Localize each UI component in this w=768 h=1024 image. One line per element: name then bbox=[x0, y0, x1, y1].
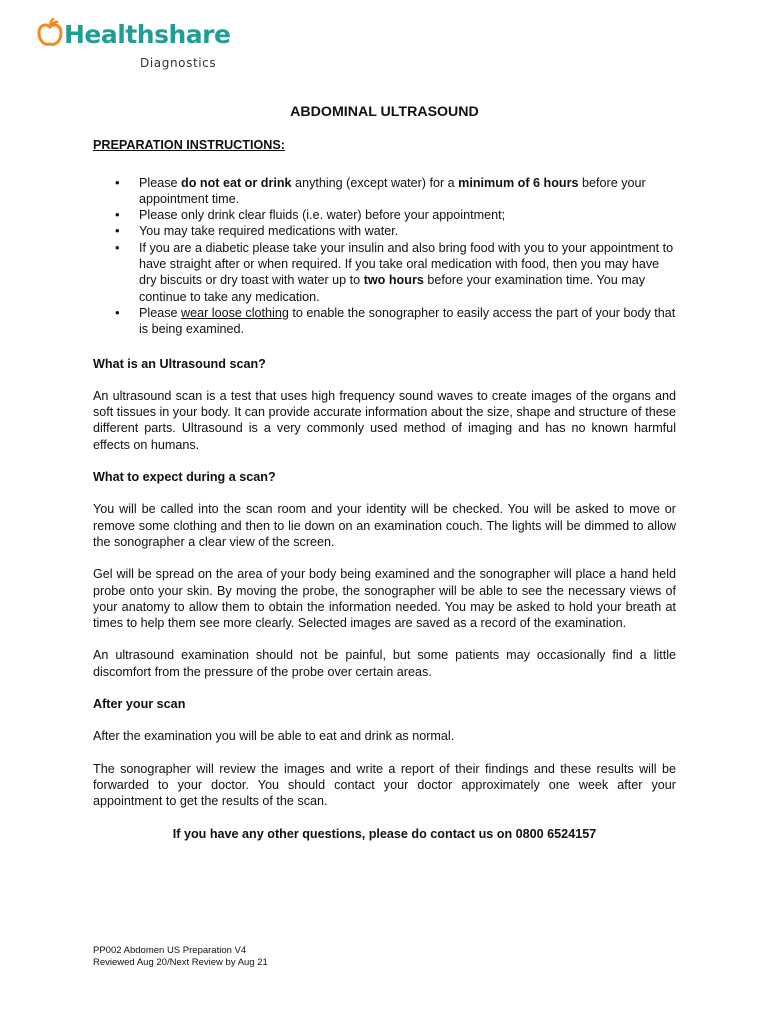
healthshare-logo bbox=[36, 14, 236, 74]
section-heading-what-to-expect: What to expect during a scan? bbox=[93, 470, 276, 485]
footer-review-date: Reviewed Aug 20/Next Review by Aug 21 bbox=[93, 956, 268, 968]
paragraph: After the examination you will be able to eat and drink as normal. bbox=[93, 729, 455, 744]
preparation-list bbox=[93, 175, 676, 338]
paragraph: An ultrasound scan is a test that uses high frequency sound waves to create images of the organs and soft tissues in your body. It can provide accurate information about the size, shape and structure of these different parts. Ultrasound is a very commonly used method of imaging and has no known harmful effects on humans. bbox=[93, 388, 676, 452]
list-item: • Please only drink clear fluids (i.e. water) before your appointment; bbox=[139, 207, 676, 223]
section-heading-what-is: What is an Ultrasound scan? bbox=[93, 356, 266, 371]
paragraph: An ultrasound examination should not be painful, but some patients may occasionally find a little discomfort from the pressure of the probe over certain areas. bbox=[93, 648, 676, 679]
list-item: • You may take required medications with water. bbox=[139, 223, 676, 239]
list-item: • Please wear loose clothing to enable the sonographer to easily access the part of your body that is being examined. bbox=[139, 305, 676, 338]
contact-line: If you have any other questions, please do contact us on 0800 6524157 bbox=[172, 826, 597, 841]
paragraph: The sonographer will review the images and write a report of their findings and these results will be forwarded to your doctor. You should contact your doctor approximately one week after your appointment to get the results of the scan. bbox=[93, 761, 676, 809]
preparation-heading: PREPARATION INSTRUCTIONS: bbox=[93, 138, 285, 153]
paragraph: Gel will be spread on the area of your body being examined and the sonographer will place a hand held probe onto your skin. By moving the probe, the sonographer will be able to see the necessary views of your anatomy to allow them to obtain the information needed. You may be asked to hold your breath at times to help them see more clearly. Selected images are saved as a record of the examination. bbox=[93, 567, 676, 631]
list-item: • If you are a diabetic please take your insulin and also bring food with you to your appointment to have straight after or when required. If you take oral medication with food, then you may have dry biscuits or dry toast with water up to two hours before your examination time. You may continue to take any medication. bbox=[139, 240, 676, 305]
footer-document-code: PP002 Abdomen US Preparation V4 bbox=[93, 945, 247, 956]
page-title: ABDOMINAL ULTRASOUND bbox=[290, 104, 479, 120]
logo-subtitle: Diagnostics bbox=[140, 56, 217, 70]
logo-brand-name: Healthshare bbox=[64, 20, 231, 49]
document-body bbox=[93, 104, 676, 858]
section-heading-after-scan: After your scan bbox=[93, 697, 186, 712]
paragraph: You will be called into the scan room and your identity will be checked. You will be asked to move or remove some clothing and then to lie down on an examination couch. The lights will be dimmed to allow the sonographer a clear view of the screen. bbox=[93, 502, 676, 549]
apple-logo-icon bbox=[36, 18, 64, 48]
document-footer bbox=[93, 945, 268, 968]
list-item: • Please do not eat or drink anything (except water) for a minimum of 6 hours before your appointment time. bbox=[139, 175, 676, 208]
